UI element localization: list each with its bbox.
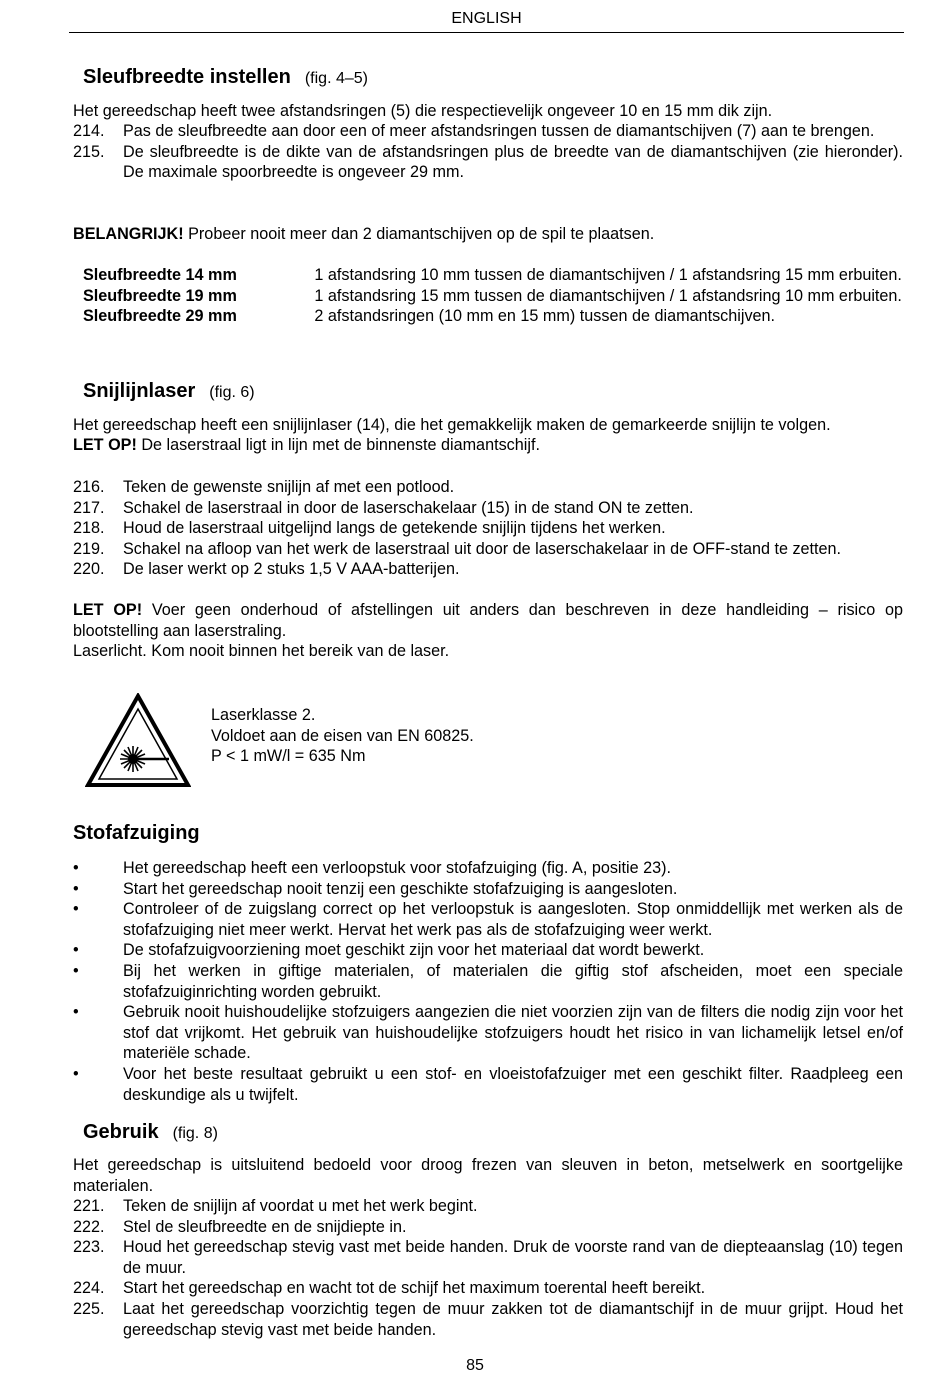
- table-row: [83, 286, 913, 307]
- bullet-text: Controleer of de zuigslang correct op het verloopstuk is aangesloten. Stop onmiddellijk met werken als de stofafzuiging niet meer werkt. Hervat het werk pas als de stofafzuiging weer werkt.: [123, 900, 903, 939]
- bullet-text: Start het gereedschap nooit tenzij een geschikte stofafzuiging is aangesloten.: [123, 879, 678, 898]
- header-divider: [69, 32, 904, 33]
- list-item: [73, 1299, 903, 1340]
- bullet-text: Gebruik nooit huishoudelijke stofzuigers aangezien die niet voorzien zijn van de filters die nodig zijn voor het stof dat vrijkomt. Het gebruik van huishoudelijke stofzuigers houdt het risico in van lichamelijk letsel en/of materiële schade.: [123, 1003, 903, 1063]
- laser-standard: Voldoet aan de eisen van EN 60825.: [211, 726, 474, 745]
- figure-reference: (fig. 6): [209, 384, 255, 401]
- table-key: Sleufbreedte 29 mm: [83, 307, 237, 326]
- bullet: •: [73, 961, 79, 980]
- section-title: Gebruik: [83, 1121, 159, 1143]
- table-key: Sleufbreedte 14 mm: [83, 266, 237, 284]
- list-item: [73, 940, 903, 961]
- section-title: Sleufbreedte instellen: [83, 66, 291, 88]
- note-text: De laserstraal ligt in lijn met de binnenste diamantschijf.: [136, 436, 540, 454]
- step-number: 225.: [73, 1299, 105, 1318]
- section-heading-stofafzuiging: [73, 822, 903, 845]
- step-number: 223.: [73, 1238, 105, 1257]
- sec1-intro: Het gereedschap heeft twee afstandsringen (5) die respectievelijk ongeveer 10 en 15 mm dik zijn.: [73, 102, 773, 120]
- laser-warning: [73, 600, 903, 641]
- step-text: Schakel de laserstraal in door de laserschakelaar (15) in de stand ON te zetten.: [123, 498, 694, 517]
- table-value: 2 afstandsringen (10 mm en 15 mm) tussen de diamantschijven.: [314, 307, 776, 326]
- bullet: •: [73, 941, 79, 960]
- warning-label: LET OP!: [73, 601, 143, 619]
- section-heading-gebruik: [73, 1121, 913, 1144]
- step-text: Teken de gewenste snijlijn af met een potlood.: [123, 478, 455, 496]
- bullet: •: [73, 879, 79, 898]
- sec2-steps: [73, 477, 903, 580]
- bullet: •: [73, 1003, 79, 1022]
- step-text: Houd het gereedschap stevig vast met beide handen. Druk de voorste rand van de diepteaanslag (10) tegen de muur.: [123, 1238, 903, 1277]
- step-number: 214.: [73, 122, 105, 140]
- important-text: Probeer nooit meer dan 2 diamantschijven op de spil te plaatsen.: [183, 225, 655, 243]
- list-item: [73, 1237, 903, 1278]
- step-number: 215.: [73, 142, 105, 161]
- list-item: [73, 539, 903, 560]
- step-text: Teken de snijlijn af voordat u met het werk begint.: [123, 1197, 478, 1215]
- important-label: BELANGRIJK!: [73, 225, 184, 243]
- bullet: •: [73, 1064, 79, 1083]
- list-item: [73, 121, 903, 142]
- sec2-note: [73, 435, 903, 456]
- table-value: 1 afstandsring 15 mm tussen de diamantschijven / 1 afstandsring 10 mm erbuiten.: [314, 286, 902, 305]
- list-item: [73, 518, 903, 539]
- section-heading-snijlijnlaser: [73, 380, 913, 403]
- section-title: Stofafzuiging: [73, 822, 200, 844]
- step-text: Stel de sleufbreedte en de snijdiepte in.: [123, 1217, 407, 1236]
- step-text: Schakel na afloop van het werk de laserstraal uit door de laserschakelaar in de OFF-stand te zetten.: [123, 539, 842, 558]
- list-item: [73, 1002, 903, 1064]
- step-number: 224.: [73, 1279, 105, 1298]
- note-label: LET OP!: [73, 436, 137, 454]
- list-item: [73, 1278, 903, 1299]
- important-note: [73, 224, 903, 245]
- figure-reference: (fig. 8): [172, 1125, 218, 1142]
- page-header-language: ENGLISH: [451, 10, 522, 27]
- bullet-text: Bij het werken in giftige materialen, of materialen die giftig stof afscheiden, moet een speciale stofafzuiginrichting worden gebruikt.: [123, 961, 903, 1001]
- step-text: Laat het gereedschap voorzichtig tegen de muur zakken tot de diamantschijf in de muur grijpt. Houd het gereedschap stevig vast met beide handen.: [123, 1299, 903, 1339]
- slot-width-table: [83, 265, 913, 327]
- page-number: 85: [466, 1357, 484, 1374]
- step-text: Start het gereedschap en wacht tot de schijf het maximum toerental heeft bereikt.: [123, 1279, 706, 1298]
- bullet: •: [73, 859, 79, 877]
- bullet-text: Voor het beste resultaat gebruikt u een stof- en vloeistofafzuiger met een geschikt filter. Raadpleeg een deskundige als u twijfelt.: [123, 1064, 903, 1104]
- table-key: Sleufbreedte 19 mm: [83, 286, 237, 305]
- laser-power: P < 1 mW/l = 635 Nm: [211, 747, 366, 766]
- list-item: [73, 142, 903, 183]
- step-text: Pas de sleufbreedte aan door een of meer afstandsringen tussen de diamantschijven (7) aan te brengen.: [123, 122, 875, 140]
- step-number: 221.: [73, 1197, 105, 1215]
- list-item: [73, 858, 903, 879]
- figure-reference: (fig. 4–5): [304, 70, 368, 87]
- table-value: 1 afstandsring 10 mm tussen de diamantschijven / 1 afstandsring 15 mm erbuiten.: [314, 266, 902, 284]
- table-row: [83, 306, 913, 327]
- sec3-bullets: [73, 858, 903, 1105]
- sec1-steps: [73, 121, 903, 183]
- list-item: [73, 961, 903, 1002]
- bullet-text: De stofafzuigvoorziening moet geschikt zijn voor het materiaal dat wordt bewerkt.: [123, 941, 705, 960]
- list-item: [73, 559, 903, 580]
- step-number: 220.: [73, 560, 105, 579]
- list-item: [73, 1064, 903, 1105]
- step-number: 219.: [73, 539, 105, 558]
- step-text: De sleufbreedte is de dikte van de afstandsringen plus de breedte van de diamantschijven (zie hieronder). De maximale spoorbreedte is ongeveer 29 mm.: [123, 142, 903, 182]
- step-text: De laser werkt op 2 stuks 1,5 V AAA-batterijen.: [123, 560, 460, 579]
- laser-class-info: [211, 705, 474, 767]
- list-item: [73, 899, 903, 940]
- list-item: [73, 879, 903, 900]
- sec4-intro: Het gereedschap is uitsluitend bedoeld voor droog frezen van sleuven in beton, metselwerk en soortgelijke materialen.: [73, 1156, 903, 1195]
- list-item: [73, 1217, 903, 1238]
- step-number: 218.: [73, 519, 105, 538]
- bullet-text: Het gereedschap heeft een verloopstuk voor stofafzuiging (fig. A, positie 23).: [123, 859, 672, 877]
- section-heading-sleufbreedte: [73, 66, 913, 89]
- step-number: 222.: [73, 1217, 105, 1236]
- step-number: 216.: [73, 478, 105, 496]
- sec2-intro: Het gereedschap heeft een snijlijnlaser (14), die het gemakkelijk maken de gemarkeerde snijlijn te volgen.: [73, 416, 831, 434]
- table-row: [83, 265, 913, 286]
- sec4-steps: [73, 1196, 903, 1340]
- warning-text: Voer geen onderhoud of afstellingen uit anders dan beschreven in deze handleiding – risico op blootstelling aan laserstraling.: [73, 601, 903, 640]
- step-text: Houd de laserstraal uitgelijnd langs de getekende snijlijn tijdens het werken.: [123, 519, 666, 538]
- laser-warning-line2: Laserlicht. Kom nooit binnen het bereik van de laser.: [73, 642, 450, 660]
- list-item: [73, 1196, 903, 1217]
- section-title: Snijlijnlaser: [83, 380, 196, 402]
- laser-class: Laserklasse 2.: [211, 706, 316, 724]
- laser-warning-icon: [85, 693, 191, 788]
- list-item: [73, 498, 903, 519]
- bullet: •: [73, 900, 79, 919]
- list-item: [73, 477, 903, 498]
- step-number: 217.: [73, 498, 105, 517]
